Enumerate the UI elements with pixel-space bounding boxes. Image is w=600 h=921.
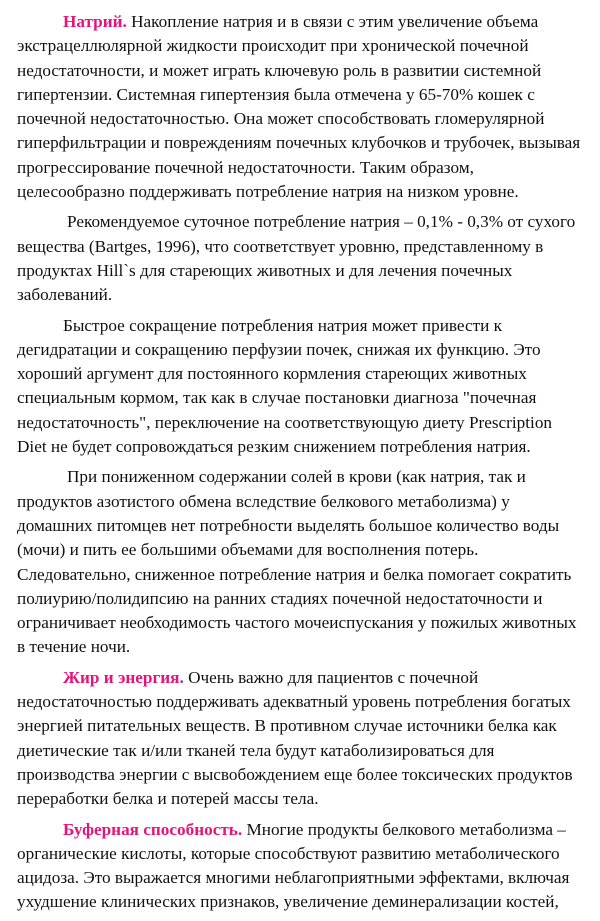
paragraph-fat-energy bbox=[17, 666, 583, 812]
paragraph-text: Быстрое сокращение потребления натрия может привести к дегидратации и сокращению перфузии почек, снижая их функцию. Это хороший аргумент для постоянного кормления стареющих животных специальным кормом, так как в случае постановки диагноза "почечная недостаточность", переключение на соответствующую диету Prescription Diet не будет сопровождаться резким снижением потребления натрия. bbox=[17, 315, 553, 457]
paragraph-text: Накопление натрия и в связи с этим увеличение объема экстрацеллюлярной жидкости происходит при хронической почечной недостаточности, и может играть ключевую роль в развитии системной гипертензии. Системная гипертензия была отмечена у 65-70% кошек с почечной недостаточностью. Она может способствовать гломерулярной гиперфильтрации и повреждениям почечных клубочков и трубочек, вызывая прогрессирование почечной недостаточности. Таким образом, целесообразно поддерживать потребление натрия на низком уровне. bbox=[17, 12, 581, 202]
paragraph-recommended-intake bbox=[17, 210, 583, 307]
heading-fat-energy: Жир и энергия. bbox=[63, 667, 184, 687]
document-page bbox=[17, 10, 583, 921]
paragraph-text: Рекомендуемое суточное потребление натрия – 0,1% - 0,3% от сухого вещества (Bartges, 1996), что соответствует уровню, представленному в продуктах Hill`s для стареющих животных и для лечения почечных заболеваний. bbox=[17, 212, 576, 305]
paragraph-text: Многие продукты белкового метаболизма – органические кислоты, которые способствуют развитию метаболического ацидоза. Это выражается многими неблагоприятными эффектами, включая ухудшение клинических признаков, увеличение деминерализации костей, bbox=[17, 819, 570, 912]
paragraph-sodium bbox=[17, 10, 583, 204]
heading-sodium: Натрий. bbox=[63, 12, 127, 31]
paragraph-text: При пониженном содержании солей в крови (как натрия, так и продуктов азотистого обмена вследствие белкового метаболизма) у домашних питомцев нет потребности выделять большое количество воды (мочи) и пить ее большими объемами для восполнения потерь. Следовательно, сниженное потребление натрия и белка помогает сократить полиурию/полидипсию на ранних стадиях почечной недостаточности и ограничивает необходимость частого мочеиспускания у пожилых животных в течение ночи. bbox=[17, 467, 577, 657]
paragraph-rapid-reduction bbox=[17, 314, 583, 460]
paragraph-text: Очень важно для пациентов с почечной недостаточностью поддерживать адекватный уровень потребления богатых энергией питательных веществ. В противном случае источники белка как диетические так и/или тканей тела будут катаболизироваться для производства энергии с высвобождением еще более токсических продуктов переработки белка и потерей массы тела. bbox=[17, 667, 573, 809]
paragraph-low-salt bbox=[17, 465, 583, 659]
paragraph-buffer-capacity bbox=[17, 818, 583, 915]
heading-buffer-capacity: Буферная способность. bbox=[63, 819, 243, 839]
